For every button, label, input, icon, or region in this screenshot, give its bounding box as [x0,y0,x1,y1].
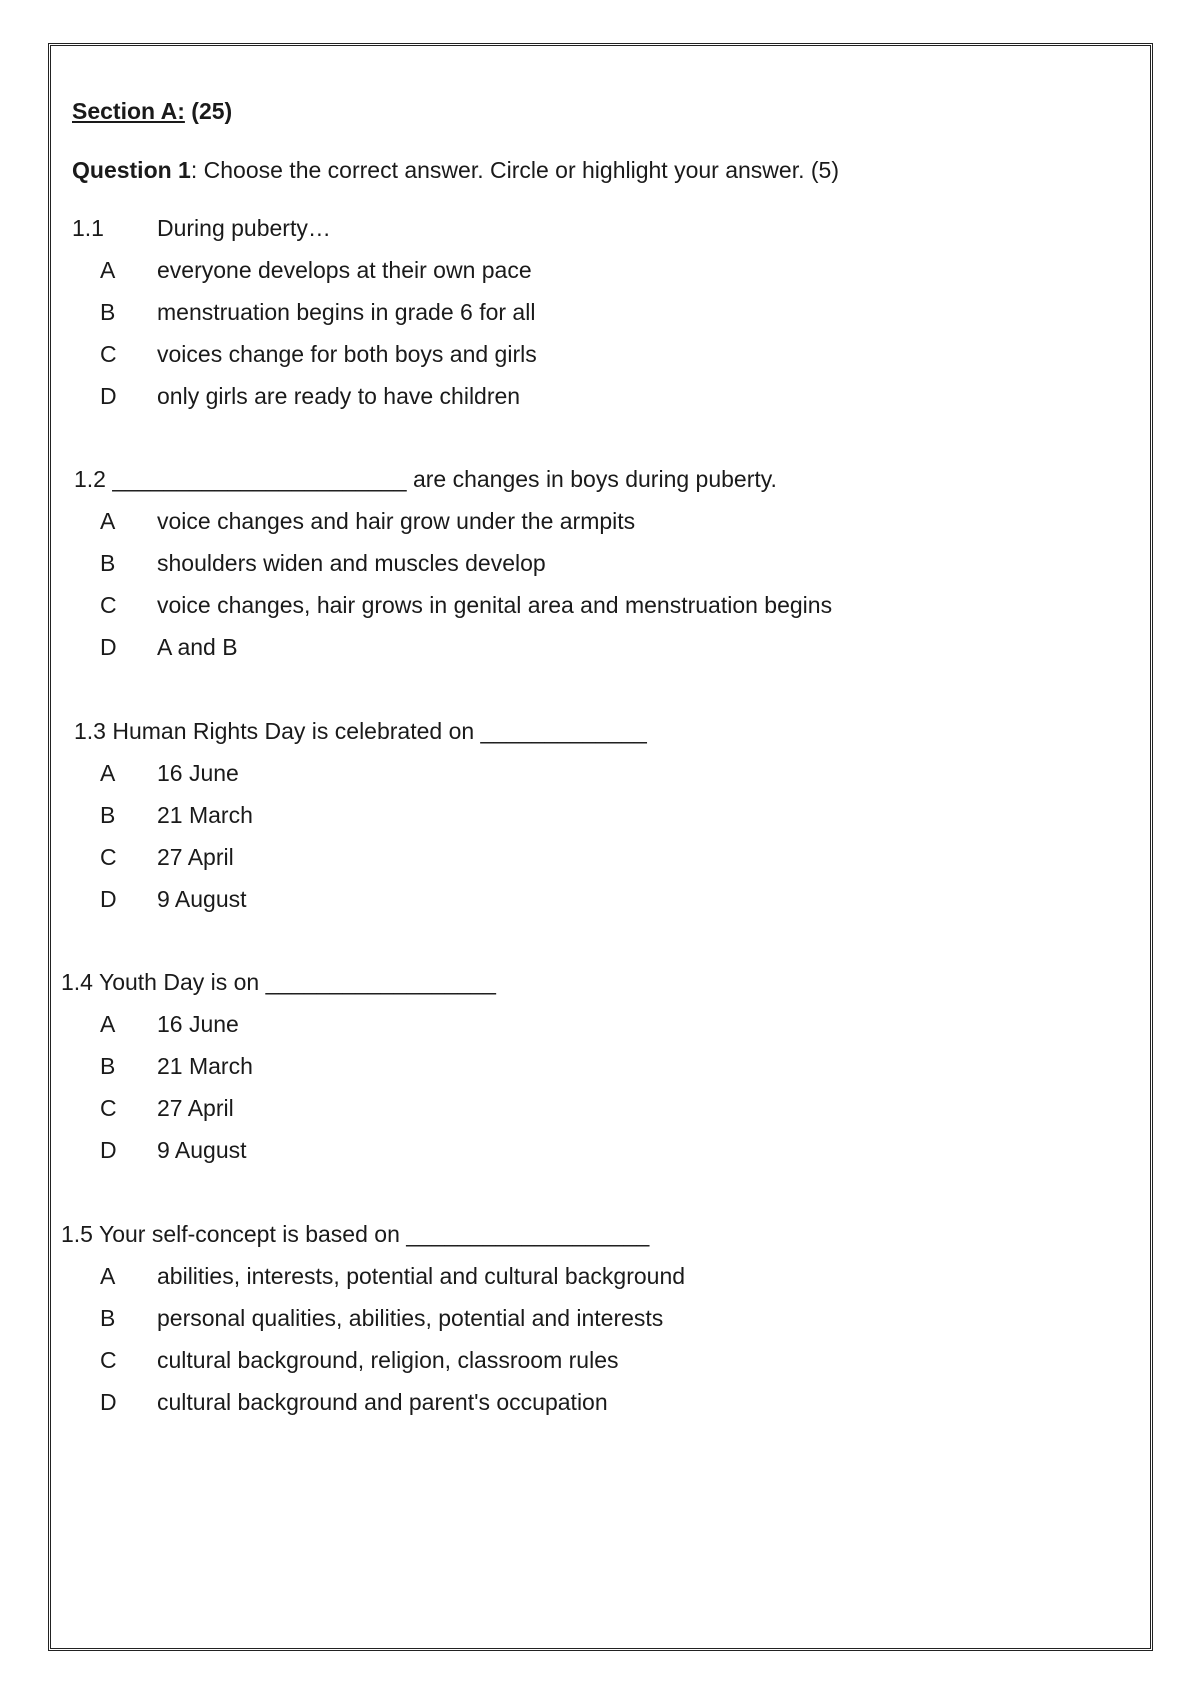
question-1-2-line [74,465,777,493]
option-text[interactable]: 21 March [157,802,253,828]
question-1-3-stem: Human Rights Day is celebrated on _____________ [112,718,647,744]
question-1-5-line [61,1220,649,1248]
option-text[interactable]: 16 June [157,1011,239,1037]
option-text[interactable]: 27 April [157,844,234,870]
question-1-3-line [74,717,647,745]
option-text[interactable]: 21 March [157,1053,253,1079]
option-text[interactable]: cultural background, religion, classroom rules [157,1347,619,1373]
option-text[interactable]: shoulders widen and muscles develop [157,550,546,576]
option-text[interactable]: voices change for both boys and girls [157,341,537,367]
option-letter[interactable]: D [100,634,117,660]
option-text[interactable]: only girls are ready to have children [157,383,521,409]
option-text[interactable]: menstruation begins in grade 6 for all [157,299,536,325]
option-text[interactable]: everyone develops at their own pace [157,257,532,283]
option-letter[interactable]: D [100,886,117,912]
option-letter[interactable]: A [100,760,116,786]
option-letter[interactable]: C [100,592,117,618]
option-letter[interactable]: B [100,802,116,828]
option-text[interactable]: 9 August [157,1137,247,1163]
option-text[interactable]: personal qualities, abilities, potential and interests [157,1305,664,1331]
option-letter[interactable]: B [100,299,116,325]
option-letter[interactable]: B [100,1053,116,1079]
option-text[interactable]: voice changes, hair grows in genital area and menstruation begins [157,592,833,618]
question-1-5-stem: Your self-concept is based on ___________________ [98,1221,650,1247]
question-1-4-line [61,968,496,996]
question-1-3-number: 1.3 [74,718,106,744]
option-letter[interactable]: D [100,1389,117,1415]
question-1-4-number: 1.4 [61,969,93,995]
option-text[interactable]: voice changes and hair grow under the armpits [157,508,636,534]
option-text[interactable]: cultural background and parent's occupation [157,1389,608,1415]
question-1-1-stem: During puberty… [157,215,331,241]
option-text[interactable]: 9 August [157,886,247,912]
question-instruction [72,156,839,184]
question-1-5-number: 1.5 [61,1221,93,1247]
question-1-2-stem: _______________________ are changes in boys during puberty. [112,466,777,492]
option-text[interactable]: A and B [157,634,238,660]
section-label: Section A: [72,98,185,124]
option-letter[interactable]: A [100,1011,116,1037]
option-letter[interactable]: A [100,1263,116,1289]
option-letter[interactable]: B [100,550,116,576]
question-1-2-number: 1.2 [74,466,106,492]
option-letter[interactable]: D [100,1137,117,1163]
question-1-4-stem: Youth Day is on __________________ [98,969,496,995]
option-letter[interactable]: A [100,508,116,534]
question-instruction-text: : Choose the correct answer. Circle or highlight your answer. (5) [190,157,839,183]
section-heading [72,97,232,125]
option-letter[interactable]: B [100,1305,116,1331]
option-letter[interactable]: C [100,1347,117,1373]
section-marks: (25) [191,98,233,124]
option-letter[interactable]: C [100,341,117,367]
question-label: Question 1 [72,157,191,183]
option-letter[interactable]: A [100,257,116,283]
option-letter[interactable]: D [100,383,117,409]
option-letter[interactable]: C [100,844,117,870]
option-text[interactable]: 27 April [157,1095,234,1121]
question-1-1-number: 1.1 [72,215,104,241]
option-text[interactable]: abilities, interests, potential and cultural background [157,1263,686,1289]
option-letter[interactable]: C [100,1095,117,1121]
option-text[interactable]: 16 June [157,760,239,786]
